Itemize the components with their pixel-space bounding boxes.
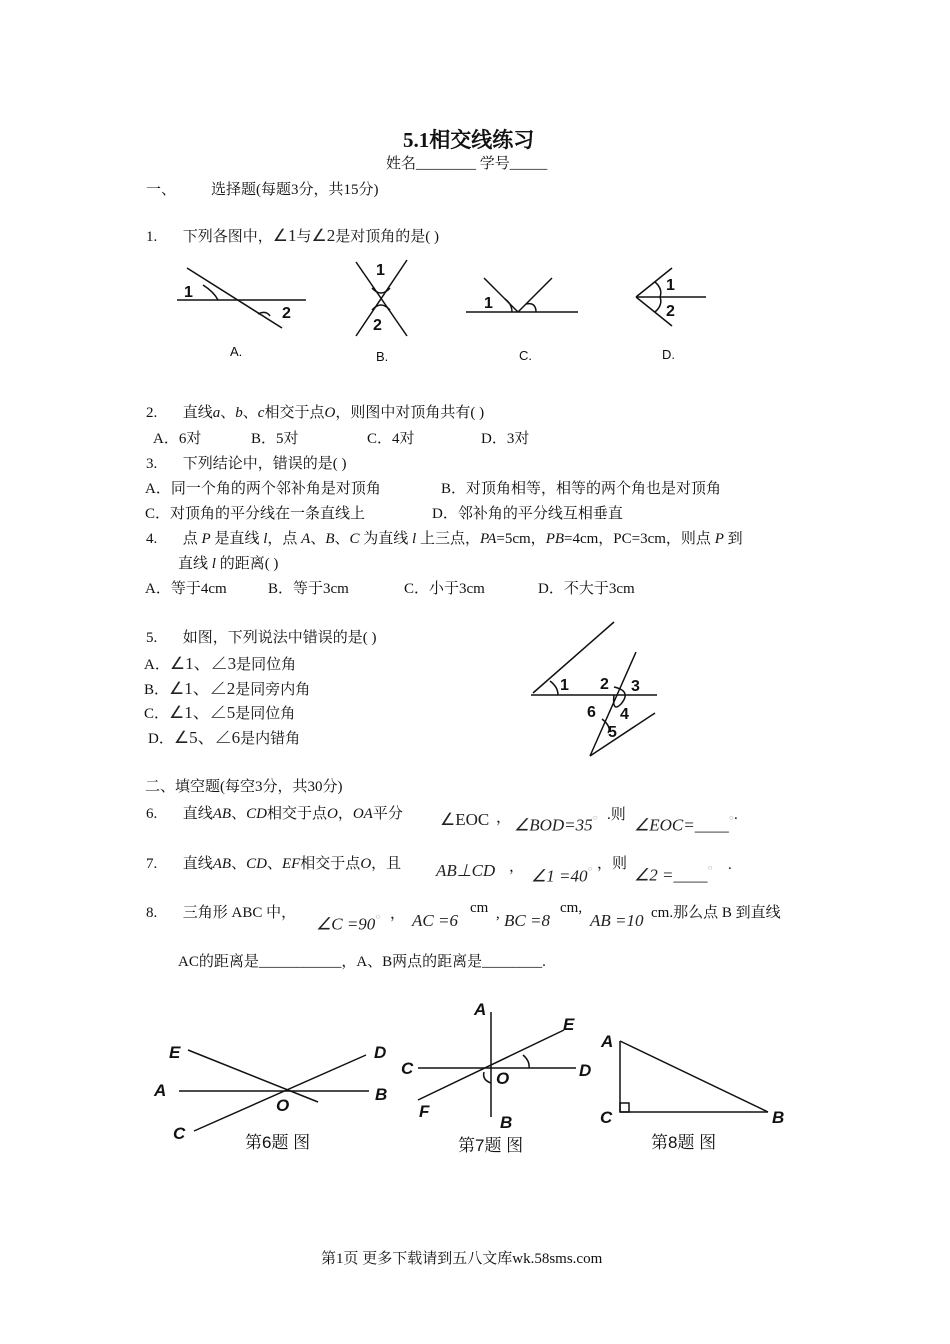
q3-option-d[interactable]: D．邻补角的平分线互相垂直 xyxy=(432,506,623,522)
variable: PA xyxy=(479,531,497,547)
q6-math-2: ∠BOD=35° xyxy=(514,812,598,835)
question-number: 2. xyxy=(146,405,158,421)
q3-option-b[interactable]: B．对顶角相等，相等的两个角也是对顶角 xyxy=(441,481,722,497)
question-text: 、 xyxy=(266,856,282,872)
question-text: 是对顶角的是( ) xyxy=(335,229,440,245)
var-o: O xyxy=(360,856,372,872)
fig-a-label-1: 1 xyxy=(184,284,193,301)
question-text: 相交于点 xyxy=(266,806,327,822)
var-a: a xyxy=(212,405,221,421)
q7-answer-blank[interactable]: ∠2 =____° xyxy=(634,862,713,885)
var-o: O xyxy=(324,405,336,421)
question-text-segment: 是直线 xyxy=(210,531,264,547)
fig5-label-2: 2 xyxy=(600,676,609,693)
fig7-label-b: B xyxy=(500,1113,513,1132)
fig5-label-3: 3 xyxy=(631,678,640,695)
fig7-label-a: A xyxy=(474,1000,487,1019)
question-text: 的距离( ) xyxy=(215,556,279,572)
question-2 xyxy=(146,401,484,422)
question-text: ，且 xyxy=(371,856,402,872)
question-8 xyxy=(146,901,296,922)
question-number: 6. xyxy=(146,806,158,822)
question-number: 1. xyxy=(146,229,158,245)
q1-figures xyxy=(0,250,950,375)
option-math: ∠1、∠2 xyxy=(169,679,236,698)
q5-figure xyxy=(520,615,670,760)
question-7 xyxy=(146,852,401,873)
q7-text-then: ，则 xyxy=(597,856,628,872)
q7-comma-1: ， xyxy=(509,859,525,875)
q2-option-a[interactable]: A．6对 xyxy=(153,431,202,447)
question-text: 如图，下列说法中错误的是( ) xyxy=(182,630,377,646)
var-ef: EF xyxy=(281,856,301,872)
fig-d-label-1: 1 xyxy=(666,277,675,294)
q4-option-c[interactable]: C．小于3cm xyxy=(404,581,485,597)
q5-option-b[interactable] xyxy=(144,674,310,699)
fig6-label-a: A xyxy=(154,1081,167,1100)
name-number-line: 姓名________ 学号_____ xyxy=(386,156,548,172)
q5-option-d[interactable] xyxy=(148,723,300,748)
var-c: c xyxy=(257,405,265,421)
question-text: 与 xyxy=(296,229,312,245)
fig-b-label-2: 2 xyxy=(373,317,382,334)
variable: P xyxy=(201,531,211,547)
fig6-label-d: D xyxy=(374,1043,387,1062)
option-text: 是同旁内角 xyxy=(235,682,311,698)
q7-period: . xyxy=(728,857,732,873)
q8-math-4: AB =10 xyxy=(590,911,644,930)
fig6-caption: 第6题 图 xyxy=(245,1133,311,1152)
fig7-label-d: D xyxy=(579,1061,592,1080)
bottom-figures xyxy=(0,995,950,1170)
var-o: O xyxy=(326,806,338,822)
question-text: 相交于点 xyxy=(300,856,361,872)
question-text xyxy=(183,531,743,547)
question-text: 、 xyxy=(231,806,247,822)
fig7-caption: 第7题 图 xyxy=(458,1136,524,1155)
q4-option-b[interactable]: B．等于3cm xyxy=(268,581,349,597)
var-l: l xyxy=(211,556,216,572)
q8-unit-1: cm xyxy=(470,900,489,916)
question-4-line-2 xyxy=(178,552,278,573)
fig6-label-e: E xyxy=(169,1043,181,1062)
fig8-label-a: A xyxy=(601,1032,614,1051)
fig8-label-c: C xyxy=(600,1108,613,1127)
fig8-label-b: B xyxy=(772,1108,785,1127)
option-math: ∠5、∠6 xyxy=(173,728,241,747)
q4-option-a[interactable]: A．等于4cm xyxy=(145,581,227,597)
question-text-segment: 点 xyxy=(182,531,202,547)
fig5-label-4: 4 xyxy=(620,706,629,723)
question-text-segment: ，点 xyxy=(267,531,302,547)
angle-2: ∠2 xyxy=(311,226,336,245)
question-text: 平分 xyxy=(372,806,403,822)
option-math: ∠1、∠5 xyxy=(169,703,236,722)
q4-option-d[interactable]: D．不大于3cm xyxy=(538,581,635,597)
question-number: 5. xyxy=(146,630,158,646)
question-text-segment: 上三点， xyxy=(416,531,480,547)
var-b: b xyxy=(235,405,243,421)
q8-unit-2: cm, xyxy=(560,900,583,916)
question-text-segment: 、 xyxy=(334,531,350,547)
question-text: 、 xyxy=(220,405,236,421)
section-2-title: 二、填空题(每空3分，共30分) xyxy=(145,779,343,795)
q8-math-2: AC =6 xyxy=(412,911,458,930)
question-text: 直线 xyxy=(182,856,213,872)
var-oa: OA xyxy=(352,806,373,822)
question-text-segment: =4cm，PC=3cm，则点 xyxy=(564,531,715,547)
variable: A xyxy=(301,531,311,547)
q8-math-1: ∠C =90° xyxy=(316,911,381,934)
fig-b-label-1: 1 xyxy=(376,262,385,279)
q6-answer-blank[interactable]: ∠EOC=____° xyxy=(634,812,734,835)
option-math: ∠1、∠3 xyxy=(169,654,237,673)
fig-a-label-2: 2 xyxy=(282,305,291,322)
question-text: 相交于点 xyxy=(264,405,325,421)
question-text: ，则图中对顶角共有( ) xyxy=(335,405,485,421)
page-footer: 第1页 更多下载请到五八文库wk.58sms.com xyxy=(321,1251,603,1267)
q6-comma: ， xyxy=(496,810,512,826)
fig-caption-c: C. xyxy=(519,348,532,363)
q8-unit-3: cm.那么点 B 到直线 xyxy=(651,905,781,921)
option-letter: C． xyxy=(144,706,170,722)
question-text-segment: 到 xyxy=(723,531,743,547)
q5-option-c[interactable] xyxy=(144,698,295,723)
question-8-line-2: AC的距离是___________，A、B两点的距离是________. xyxy=(178,954,546,970)
q7-math-2: ∠1 =40° xyxy=(531,863,593,886)
question-4 xyxy=(146,527,743,548)
question-text: 直线 xyxy=(182,405,213,421)
fig-caption-d: D. xyxy=(662,347,675,362)
question-6 xyxy=(146,802,403,823)
var-ab: AB xyxy=(212,806,232,822)
q8-comma-2: , xyxy=(496,906,500,922)
question-number: 4. xyxy=(146,531,158,547)
question-text: 下列各图中， xyxy=(182,229,273,245)
question-text: 直线 xyxy=(182,806,213,822)
question-number: 8. xyxy=(146,905,158,921)
variable: B xyxy=(325,531,335,547)
fig6-label-b: B xyxy=(375,1085,388,1104)
var-ab: AB xyxy=(212,856,232,872)
question-text-segment: 、 xyxy=(310,531,326,547)
question-text: 、 xyxy=(231,856,247,872)
fig-caption-a: A. xyxy=(230,344,243,359)
variable: P xyxy=(714,531,724,547)
fig-c-label-1: 1 xyxy=(484,295,493,312)
section-1-title: 选择题(每题3分，共15分) xyxy=(211,182,379,198)
q3-option-c[interactable]: C．对顶角的平分线在一条直线上 xyxy=(145,506,366,522)
question-number: 3. xyxy=(146,456,158,472)
fig-d-label-2: 2 xyxy=(666,303,675,320)
fig7-label-c: C xyxy=(401,1059,414,1078)
q2-option-d[interactable]: D．3对 xyxy=(481,431,530,447)
option-text: 是内错角 xyxy=(240,731,301,747)
section-1-number: 一、 xyxy=(146,182,177,198)
fig6-label-o: O xyxy=(276,1096,290,1115)
question-number: 7. xyxy=(146,856,158,872)
question-text-segment: 为直线 xyxy=(359,531,413,547)
q2-option-b[interactable]: B．5对 xyxy=(251,431,299,447)
q6-text-then: .则 xyxy=(607,807,626,823)
fig6-label-c: C xyxy=(173,1124,186,1143)
fig5-label-5: 5 xyxy=(608,724,617,741)
fig8-caption: 第8题 图 xyxy=(651,1133,717,1152)
q3-option-a[interactable]: A．同一个角的两个邻补角是对顶角 xyxy=(145,481,381,497)
variable: l xyxy=(412,531,417,547)
question-text: 、 xyxy=(242,405,258,421)
q6-period: . xyxy=(734,807,738,823)
fig7-label-o: O xyxy=(496,1069,510,1088)
angle-1: ∠1 xyxy=(272,226,297,245)
q7-math-1: AB⊥CD xyxy=(436,861,496,880)
q8-math-3: BC =8 xyxy=(504,911,550,930)
fig5-label-1: 1 xyxy=(560,677,569,694)
fig5-label-6: 6 xyxy=(587,704,596,721)
variable: l xyxy=(263,531,268,547)
variable: PB xyxy=(545,531,565,547)
option-letter: B． xyxy=(144,682,170,698)
question-3 xyxy=(146,452,347,473)
question-text: 下列结论中，错误的是( ) xyxy=(182,456,347,472)
option-letter: A． xyxy=(144,657,170,673)
q6-math-1: ∠EOC xyxy=(440,810,490,829)
q8-comma-1: ， xyxy=(390,906,406,922)
question-text: 直线 xyxy=(178,556,212,572)
page-title: 5.1相交线练习 xyxy=(403,128,535,152)
q2-option-c[interactable]: C．4对 xyxy=(367,431,415,447)
variable: C xyxy=(349,531,360,547)
fig7-label-e: E xyxy=(563,1015,575,1034)
var-cd: CD xyxy=(246,856,267,872)
question-text-segment: =5cm， xyxy=(496,531,546,547)
question-text: ， xyxy=(337,806,353,822)
option-text: 是同位角 xyxy=(235,706,296,722)
fig7-label-f: F xyxy=(419,1102,430,1121)
question-5 xyxy=(146,626,377,647)
q5-option-a[interactable] xyxy=(144,649,296,674)
option-letter: D． xyxy=(148,731,174,747)
question-1 xyxy=(146,225,439,246)
var-cd: CD xyxy=(246,806,267,822)
question-text: 三角形 ABC 中， xyxy=(182,905,297,921)
option-text: 是同位角 xyxy=(236,657,297,673)
fig-caption-b: B. xyxy=(376,349,389,364)
